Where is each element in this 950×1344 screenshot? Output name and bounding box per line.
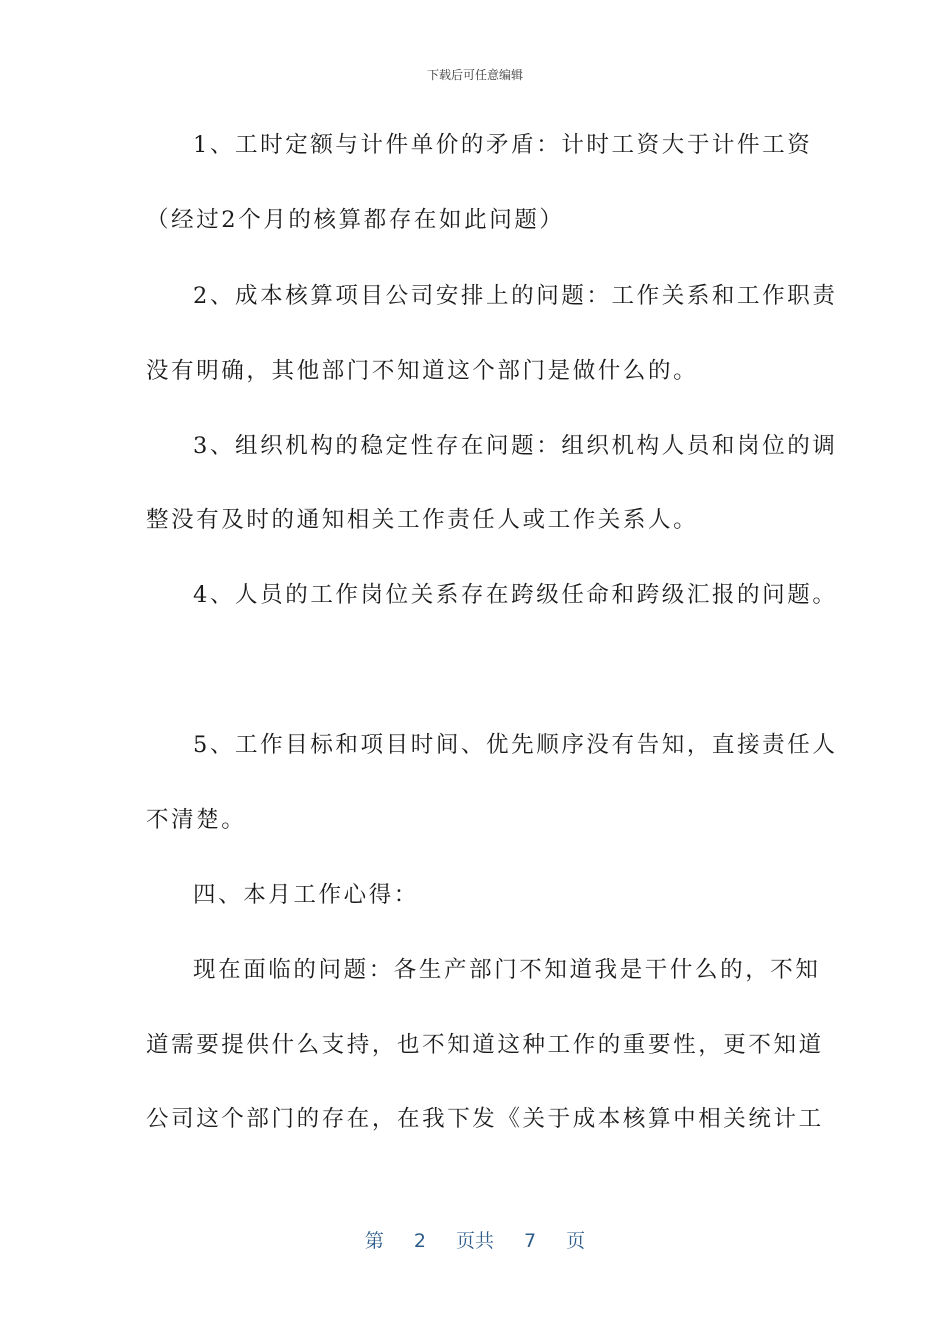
paragraph-line: 现在面临的问题：各生产部门不知道我是干什么的，不知	[193, 957, 821, 983]
footer-page-mid: 页共	[455, 1230, 494, 1252]
paragraph-line: 整没有及时的通知相关工作责任人或工作关系人。	[146, 507, 699, 533]
footer-page-prefix: 第	[364, 1230, 384, 1252]
paragraph-line: 公司这个部门的存在，在我下发《关于成本核算中相关统计工	[146, 1106, 824, 1132]
paragraph-line: 2、成本核算项目公司安排上的问题：工作关系和工作职责	[193, 283, 838, 309]
header-note: 下载后可任意编辑	[426, 68, 523, 82]
paragraph-line: 3、组织机构的稳定性存在问题：组织机构人员和岗位的调	[193, 433, 838, 459]
paragraph-line: （经过2个月的核算都存在如此问题）	[146, 207, 565, 233]
footer-total-pages: 7	[524, 1230, 537, 1252]
paragraph-line: 4、人员的工作岗位关系存在跨级任命和跨级汇报的问题。	[193, 582, 838, 608]
section-heading: 四、本月工作心得：	[193, 882, 419, 908]
paragraph-line: 5、工作目标和项目时间、优先顺序没有告知，直接责任人	[193, 732, 838, 758]
paragraph-line: 道需要提供什么支持，也不知道这种工作的重要性，更不知道	[146, 1032, 824, 1058]
paragraph-line: 不清楚。	[146, 807, 247, 833]
footer-page-number: 2	[413, 1230, 426, 1252]
page-footer	[0, 1226, 950, 1253]
footer-page-suffix: 页	[566, 1230, 586, 1252]
paragraph-line: 没有明确，其他部门不知道这个部门是做什么的。	[146, 358, 699, 384]
paragraph-line: 1、工时定额与计件单价的矛盾：计时工资大于计件工资	[193, 132, 813, 158]
